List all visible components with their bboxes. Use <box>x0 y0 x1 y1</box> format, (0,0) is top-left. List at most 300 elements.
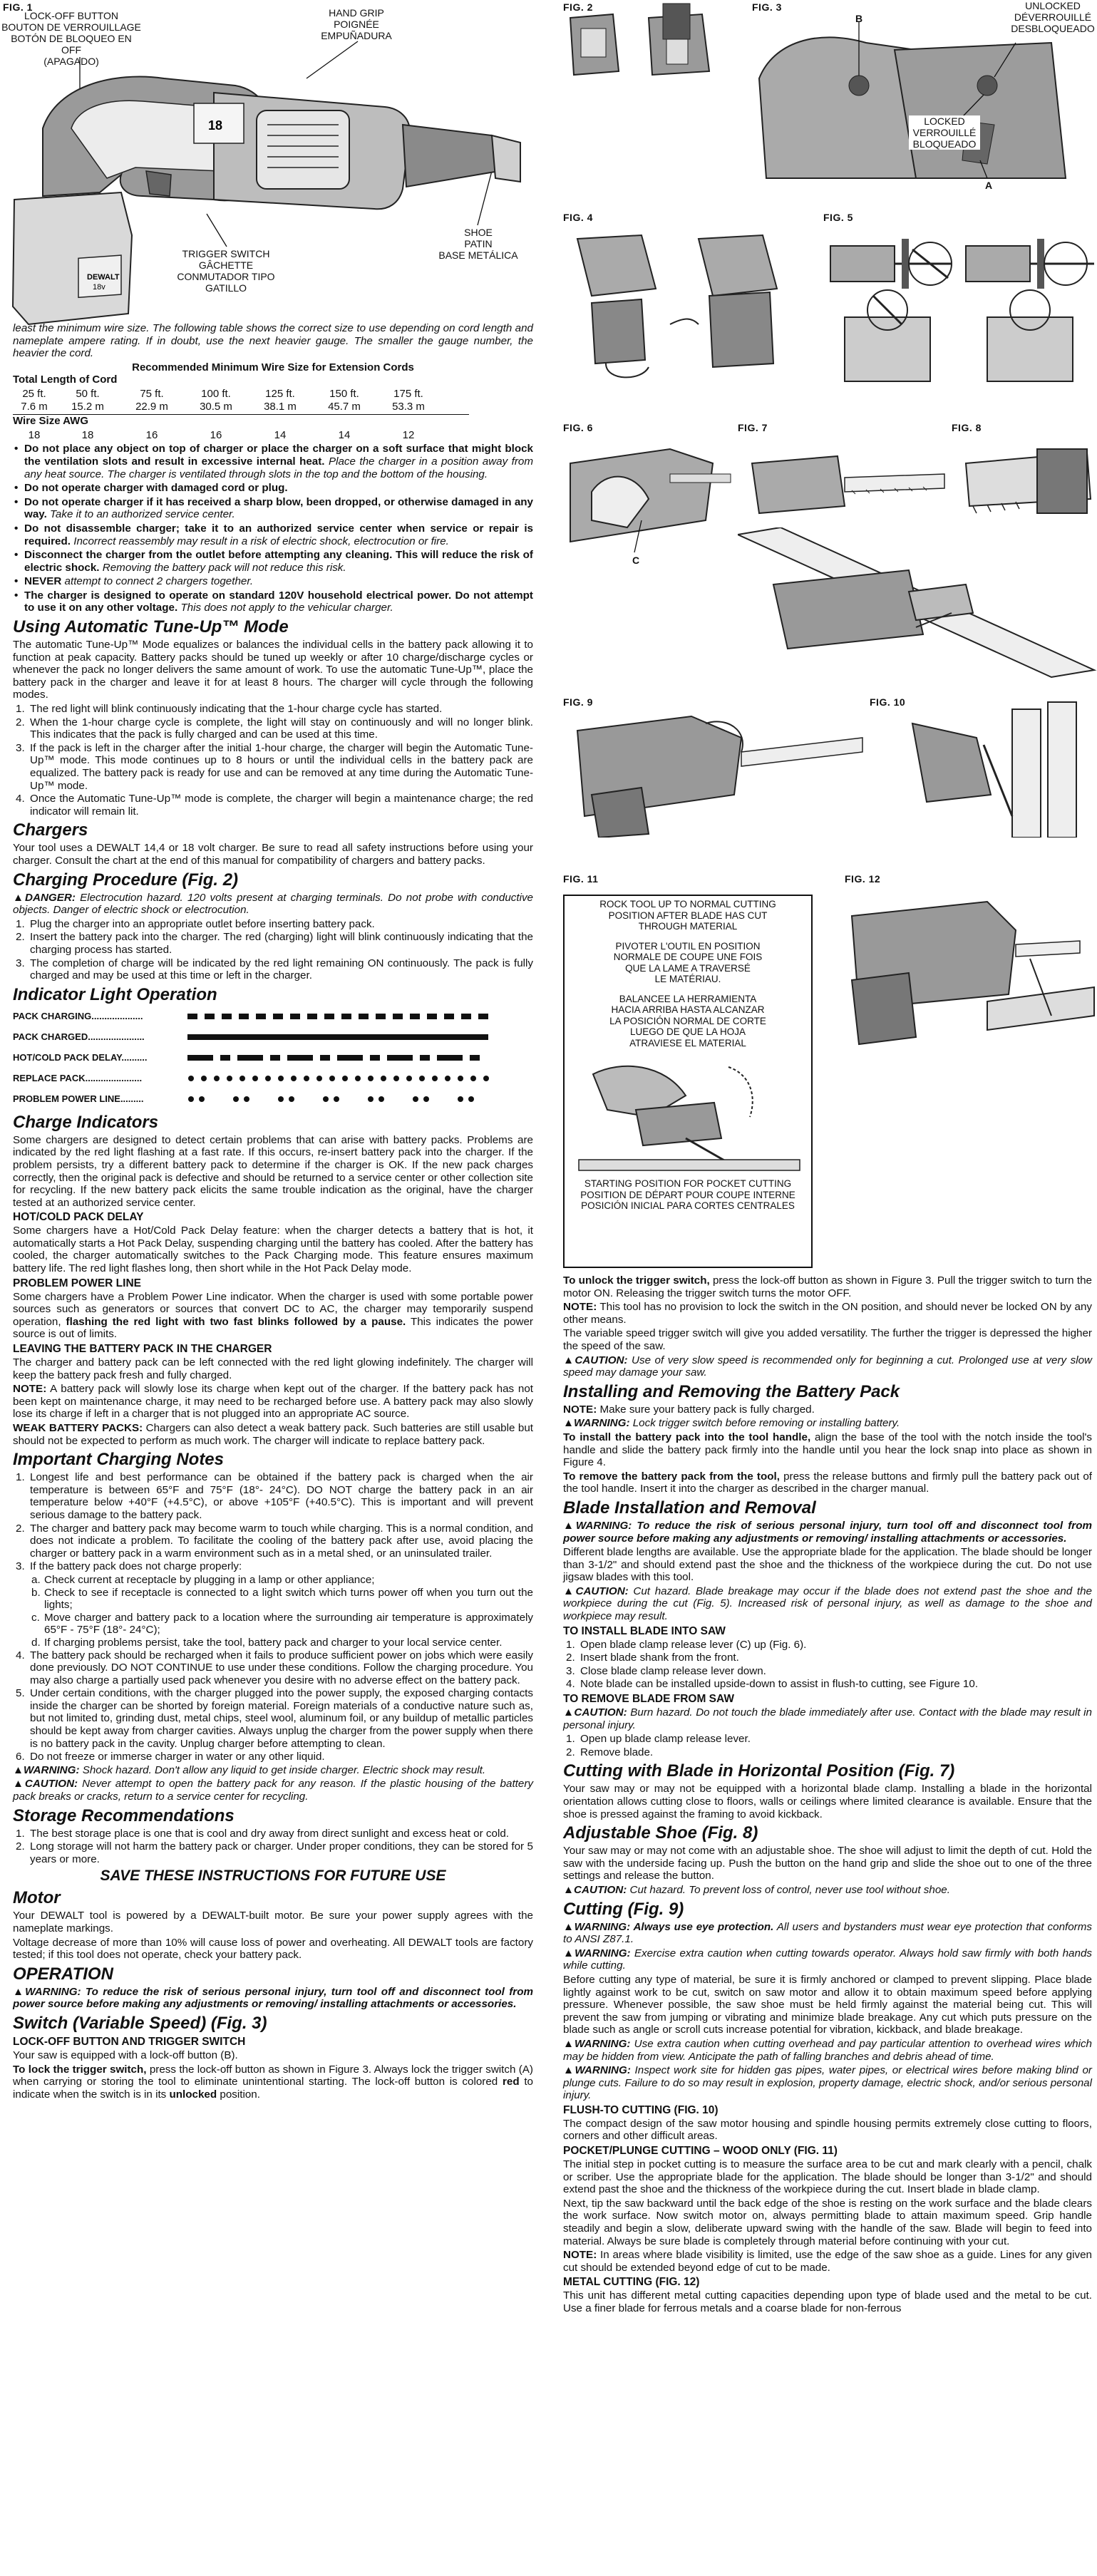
text: Use extra caution when cutting overhead and pay particular attention to overhead wires which may be hidden from view. Anticipate the path of falling branches and debris ahead of time. <box>563 2037 1092 2063</box>
bullet-italic: Removing the battery pack will not reduce this risk. <box>99 561 346 574</box>
table-cell: 15.2 m <box>71 400 104 413</box>
text: align the base of the tool with the notch inside the tool's handle and slide the battery pack firmly into the handle until you hear the lock snap into place as shown in Figure 4. <box>563 1431 1092 1469</box>
callout-line: CONMUTADOR TIPO <box>177 271 275 282</box>
paragraph: Your DEWALT tool is powered by a DEWALT-built motor. Be sure your power supply agrees with the nameplate markings. <box>13 1910 533 1934</box>
text: Cut hazard. To prevent loss of control, never use tool without shoe. <box>627 1883 950 1896</box>
fig1-label: FIG. 1 <box>3 1 33 13</box>
paragraph: The compact design of the saw motor housing and spindle housing permits extremely close cutting to floors, corners and other difficult areas. <box>563 2117 1092 2143</box>
table-cell: 22.9 m <box>135 400 168 413</box>
paragraph: The initial step in pocket cutting is to measure the surface area to be cut and mark clearly with a pencil, chalk or scriber. Use the appropriate blade for the application. The blade should be longer than 3-1/2" and should extend past the shoe and the thickness of the workpiece during the cut. Insert blade in blade clamp. <box>563 2158 1092 2196</box>
storage-list <box>13 1828 533 1866</box>
list-item: 3. If the battery pack does not charge properly: <box>16 1560 242 1573</box>
warning-triangle-icon: ▲ <box>563 2064 575 2077</box>
callout-line: BOUTON DE VERROUILLAGE <box>1 21 141 33</box>
text: Exercise extra caution when cutting towards operator. Always hold saw firmly with both hands while cutting. <box>563 1947 1092 1972</box>
indicator-pattern-hotcold <box>187 1053 522 1062</box>
box-line: LUEGO DE QUE LA HOJA <box>629 1026 746 1037</box>
indicator-table <box>13 1006 533 1110</box>
warning-label: WARNING: <box>575 1947 631 1959</box>
text: press the lock-off button as shown in Figure 3. Pull the trigger switch to turn the motor ON. Releasing the trigger switch turns the motor OFF. <box>563 1274 1092 1299</box>
figure-7 <box>738 421 952 527</box>
list-text: Check current at receptacle by plugging in a lamp or other appliance; <box>44 1573 375 1586</box>
heading-problem-power: PROBLEM POWER LINE <box>13 1277 141 1289</box>
indicator-label: PACK CHARGING.................... <box>13 1011 143 1022</box>
fig7-horizontal-blade-illustration <box>738 421 952 527</box>
text-bold: flashing the red light with two fast blinks followed by a pause. <box>61 1315 406 1328</box>
callout-line: VERROUILLÉ <box>912 127 977 138</box>
callout-line: TRIGGER SWITCH <box>182 248 270 259</box>
heading-hotcold: HOT/COLD PACK DELAY <box>13 1211 144 1224</box>
text: Make sure your battery pack is fully charged. <box>597 1403 815 1416</box>
text: Lock trigger switch before removing or installing battery. <box>629 1417 900 1430</box>
fig6-blade-clamp-illustration <box>563 421 734 581</box>
wire-table-title: Recommended Minimum Wire Size for Extension Cords <box>132 361 414 373</box>
install-blade-list <box>563 1639 1092 1691</box>
text: to indicate when the switch is in its <box>13 2076 533 2101</box>
paragraph <box>563 1431 1092 1469</box>
indicator-pattern-charged <box>187 1033 522 1041</box>
paragraph <box>563 1403 1092 1416</box>
heading-charge-indicators: Charge Indicators <box>13 1112 159 1132</box>
caption-line: POSICIÓN INICIAL PARA CORTES CENTRALES <box>581 1200 795 1211</box>
warning-triangle-icon: ▲ <box>563 1354 575 1366</box>
warning-triangle-icon: ▲ <box>13 1778 25 1791</box>
table-cell: 53.3 m <box>392 400 425 413</box>
fig5-label: FIG. 5 <box>823 212 853 223</box>
motor-plate: 18 <box>208 118 223 133</box>
note-label: NOTE: <box>563 1403 597 1416</box>
heading-cutting: Cutting (Fig. 9) <box>563 1899 684 1919</box>
list-item: 3. If the pack is left in the charger after the initial 1-hour charge, the charger will begin the Automatic Tune-Up™ mode. This mode continues up to 8 hours or until the individual cells in the battery pack are equalized. The battery pack is ready for use and can be removed at any time during the Automatic Tune-Up™ mode. <box>16 741 533 792</box>
fig2-charger-illustration <box>563 0 741 78</box>
fig8-label: FIG. 8 <box>952 422 982 433</box>
box-line: NORMALE DE COUPE UNE FOIS <box>613 952 763 962</box>
list-text: Do not freeze or immerse charger in water or any other liquid. <box>30 1751 325 1763</box>
list-item: 1. Open up blade clamp release lever. <box>566 1733 751 1746</box>
callout-line: EMPUÑADURA <box>321 30 392 41</box>
indicator-label: REPLACE PACK...................... <box>13 1073 143 1084</box>
list-item: 2. Remove blade. <box>566 1746 654 1758</box>
figure-10 <box>870 695 1097 838</box>
list-item <box>13 522 533 547</box>
text-bold: To lock the trigger switch, <box>13 2063 147 2076</box>
text: position. <box>217 2088 260 2101</box>
text: Never attempt to open the battery pack for any reason. If the plastic housing of the battery pack breaks or cracks, return to a service center for recycling. <box>13 1778 533 1803</box>
table-cell: 45.7 m <box>328 400 361 413</box>
heading-important-notes: Important Charging Notes <box>13 1450 225 1470</box>
table-row <box>13 388 441 401</box>
text: In areas where blade visibility is limited, use the edge of the saw shoe as a guide. Lines for any given cut should be extended beyond edge of cut to be made. <box>563 2249 1092 2274</box>
indicator-label: PACK CHARGED...................... <box>13 1031 145 1043</box>
note-label: NOTE: <box>13 1383 47 1396</box>
list-text: Longest life and best performance can be obtained if the battery pack is charged when the air temperature is between 65°F and 75°F (18°- 24°C). DO NOT charge the battery pack in an air temperature below +40°F (+4.5°C), or above +105°F (+40.5°C). This is important and will prevent serious damage to the battery pack. <box>30 1471 533 1521</box>
list-item: 1. The red light will blink continuously indicating that the 1-hour charge cycle has started. <box>16 703 443 716</box>
table-cell: 16 <box>145 428 158 441</box>
list-item: 2. Insert the battery pack into the charger. The red (charging) light will blink continuously indicating that the charging process has started. <box>16 931 533 956</box>
list-item: 1. Open blade clamp release lever (C) up (Fig. 6). <box>566 1638 807 1651</box>
list-item: 2. The charger and battery pack may become warm to touch while charging. This is a normal condition, and does not indicate a problem. To facilitate the cooling of the battery pack after use, avoid placing the charger or battery pack in a warm environment such as in a metal shed, or an uninsulated trailer. <box>16 1522 533 1560</box>
save-instructions: SAVE THESE INSTRUCTIONS FOR FUTURE USE <box>100 1867 446 1885</box>
figure-3 <box>752 0 1097 196</box>
list-text: If the pack is left in the charger after the initial 1-hour charge, the charger will begin the Automatic Tune-Up™ mode. This mode continues up to 8 hours or until the individual cells in the battery pack are equalized. The battery pack is ready for use and can be removed at any time during the Automatic Tune-Up™ mode. <box>30 741 533 792</box>
figure-7-detail <box>738 527 1097 681</box>
list-item <box>13 482 533 495</box>
indicator-row <box>13 1048 533 1068</box>
bullet-bold: Do not place any object on top of charger or place the charger on a soft surface that might block the ventilation slots and result in excessive internal heat. <box>24 443 533 468</box>
wire-awg-label: Wire Size AWG <box>13 415 88 428</box>
table-cell: 30.5 m <box>200 400 232 413</box>
list-text: Check to see if receptacle is connected to a light switch which turns power off when you turn out the lights; <box>44 1586 533 1612</box>
battery-volt: 18v <box>93 283 105 292</box>
list-text: The best storage place is one that is cool and dry away from direct sunlight and excess heat or cold. <box>30 1827 509 1840</box>
figure-4 <box>563 210 805 396</box>
list-item: 1. Longest life and best performance can be obtained if the battery pack is charged when the air temperature is between 65°F and 75°F (18°- 24°C). DO NOT charge the battery pack in an air temperature below +40°F (+4.5°C), or above +105°F (+40.5°C). This is important and will prevent serious damage to the battery pack. <box>16 1471 533 1521</box>
warning-triangle-icon: ▲ <box>563 2037 575 2050</box>
warning-triangle-icon: ▲ <box>563 1920 575 1933</box>
table-cell: 75 ft. <box>140 387 164 400</box>
fig6-label: FIG. 6 <box>563 422 593 433</box>
list-item: 2. Insert blade shank from the front. <box>566 1652 739 1664</box>
reciprocating-saw-illustration <box>0 0 542 335</box>
warning-label: WARNING: <box>24 1763 80 1776</box>
box-line: POSITION AFTER BLADE HAS CUT <box>608 910 768 921</box>
warning-triangle-icon: ▲ <box>563 1417 575 1430</box>
bullet-italic: attempt to connect 2 chargers together. <box>61 575 254 588</box>
warning-label: WARNING: <box>575 2064 631 2077</box>
paragraph: The automatic Tune-Up™ Mode equalizes or balances the individual cells in the battery pack allowing it to function at peak capacity. Battery packs should be tuned up weekly or after 10 charge/discharge cycles or whenever the pack no longer delivers the same amount of work. To use the automatic Tune-Up™, place the battery pack in the charger and leave it for at least 8 hours. The charger will cycle through the following modes. <box>13 639 533 701</box>
box-line: ATRAVIESE EL MATERIAL <box>629 1037 746 1049</box>
heading-switch: Switch (Variable Speed) (Fig. 3) <box>13 2013 267 2033</box>
fig3-callout-b: B <box>855 13 863 24</box>
fig12-label: FIG. 12 <box>845 873 881 885</box>
callout-line: (APAGADO) <box>43 56 99 67</box>
list-item: 2. When the 1-hour charge cycle is complete, the light will stay on continuously and will no longer blink. This indicates that the pack is fully charged and can be used at this time. <box>16 716 533 741</box>
paragraph: Voltage decrease of more than 10% will cause loss of power and overheating. All DEWALT tools are factory tested; if this tool does not operate, check your battery pack. <box>13 1936 533 1962</box>
paragraph <box>563 1470 1092 1495</box>
list-letter: b. <box>31 1586 41 1599</box>
list-letter: a. <box>31 1573 41 1586</box>
table-row <box>13 429 441 442</box>
callout-line: DÉVERROUILLÉ <box>1014 11 1092 23</box>
list-text: Insert blade shank from the front. <box>580 1652 739 1664</box>
callout-line: POIGNÉE <box>334 19 379 30</box>
caption-line: STARTING POSITION FOR POCKET CUTTING <box>584 1178 792 1189</box>
heading-charging-procedure: Charging Procedure (Fig. 2) <box>13 870 239 890</box>
caution-label: CAUTION: <box>575 1354 628 1366</box>
list-text: Open blade clamp release lever (C) up (Fig. 6). <box>580 1638 807 1651</box>
paragraph: The charger and battery pack can be left connected with the red light glowing indefinitely. The charger will keep the battery pack fresh and fully charged. <box>13 1356 533 1381</box>
battery-brand: DEWALT <box>87 273 120 282</box>
list-text: Plug the charger into an appropriate outlet before inserting battery pack. <box>30 917 375 930</box>
box-line: LE MATÉRIAU. <box>654 974 721 984</box>
paragraph: Your saw is equipped with a lock-off button (B). <box>13 2049 238 2061</box>
wire-total-length: Total Length of Cord <box>13 373 118 386</box>
text: Cut hazard. Blade breakage may occur if the blade does not extend past the shoe and the workpiece during the cut (Fig. 5). Increased risk of personal injury, as well as damage to the shoe and workpiece may result. <box>563 1585 1092 1623</box>
list-item <box>13 1587 533 1612</box>
indicator-row <box>13 1068 533 1089</box>
table-row <box>13 401 441 413</box>
fig11-label: FIG. 11 <box>563 873 599 885</box>
list-text: If charging problems persist, take the tool, battery pack and charger to your local service center. <box>44 1636 503 1649</box>
warning-triangle-icon: ▲ <box>563 1519 576 1532</box>
warning-label: WARNING: <box>575 2037 631 2050</box>
list-item: 4. Note blade can be installed upside-down to assist in flush-to cutting, see Figure 10. <box>566 1678 979 1691</box>
important-list <box>13 1471 533 1573</box>
heading-storage: Storage Recommendations <box>13 1805 235 1825</box>
table-cell: 12 <box>402 428 415 441</box>
paragraph <box>13 1422 533 1447</box>
table-cell: 18 <box>81 428 94 441</box>
fig9-label: FIG. 9 <box>563 696 593 708</box>
table-cell: 14 <box>274 428 287 441</box>
paragraph: Some chargers are designed to detect certain problems that can arise with battery packs. Problems are indicated by the red light flashing at a fast rate. If this occurs, re-insert battery pack into the charger. If the problem persists, try a different battery pack to determine if the charger is OK. If the new pack charges correctly, then the original pack is defective and should be returned to a service center or other collection site for recycling. If the new battery pack elicits the same trouble indication as the original, have the charger tested at an authorized service center. <box>13 1133 533 1209</box>
callout-line: LOCKED <box>924 115 965 127</box>
text: Shock hazard. Don't allow any liquid to get inside charger. Electric shock may result. <box>79 1763 486 1776</box>
list-text: The battery pack should be recharged when it fails to produce sufficient power on jobs which were easily done previously. DO NOT CONTINUE to use under these conditions. Follow the charging procedure. You may also charge a partially used pack whenever you desire with no adverse effect on the battery pack. <box>30 1649 533 1686</box>
text-bold: To unlock the trigger switch, <box>563 1274 710 1287</box>
bullet-italic: Incorrect reassembly may result in a risk of electric shock, electrocution or fire. <box>71 535 449 547</box>
wire-awg-table <box>13 429 441 442</box>
box-line: THROUGH MATERIAL <box>638 921 738 932</box>
heading-to-remove: TO REMOVE BLADE FROM SAW <box>563 1693 734 1706</box>
indicator-pattern-charging <box>187 1012 522 1021</box>
list-item <box>13 1612 533 1637</box>
list-item <box>13 1637 533 1649</box>
callout-line: UNLOCKED <box>1025 0 1081 11</box>
list-text: When the 1-hour charge cycle is complete, the light will stay on continuously and will no longer blink. This indicates that the pack is fully charged and can be used at this time. <box>30 716 533 741</box>
callout-line: GÂCHETTE <box>198 259 254 271</box>
indicator-row <box>13 1027 533 1048</box>
paragraph <box>563 2249 1092 2274</box>
list-letter: c. <box>31 1611 40 1624</box>
fig9-cutting-illustration <box>563 695 870 838</box>
bullet-italic: This does not apply to the vehicular charger. <box>177 602 393 614</box>
heading-to-install: TO INSTALL BLADE INTO SAW <box>563 1624 726 1637</box>
warning-triangle-icon: ▲ <box>563 1883 575 1896</box>
paragraph: Before cutting any type of material, be sure it is firmly anchored or clamped to prevent slipping. Place blade lightly against work to be cut, switch on saw motor and allow it to obtain maximum speed before applying pressure. Whenever possible, the saw shoe must be held firmly against the material being cut. This will prevent the saw from jumping or vibrating and minimize blade breakage. Any cut which puts pressure on the blade such as angle or scroll cuts increase potential for vibration, kickback, and blade breakage. <box>563 1973 1092 2036</box>
list-text: Open up blade clamp release lever. <box>580 1733 751 1746</box>
callout-line: PATIN <box>464 238 493 249</box>
figure-1 <box>0 0 542 335</box>
indicator-label: PROBLEM POWER LINE......... <box>13 1093 144 1105</box>
callout-line: BOTÓN DE BLOQUEO EN OFF <box>11 33 132 56</box>
warning-triangle-icon: ▲ <box>13 1985 26 1998</box>
indicator-row <box>13 1006 533 1027</box>
table-cell: 7.6 m <box>21 400 48 413</box>
list-text: Move charger and battery pack to a location where the surrounding air temperature is approximately 65°F - 75°F (18°- 24°C); <box>44 1611 533 1637</box>
caption-line: POSITION DE DÉPART POUR COUPE INTERNE <box>580 1189 795 1200</box>
paragraph: The variable speed trigger switch will give you added versatility. The further the trigger is depressed the higher the speed of the saw. <box>563 1327 1092 1352</box>
danger-text: Electrocution hazard. 120 volts present at charging terminals. Do not probe with conductive objects. Danger of electric shock or electrocution. <box>13 891 533 917</box>
text: Use of very slow speed is recommended only for beginning a cut. Prolonged use at very slow speed may damage your saw. <box>563 1354 1092 1379</box>
text: This indicates the power source is out of limits. <box>13 1315 533 1341</box>
box-line: ROCK TOOL UP TO NORMAL CUTTING <box>599 899 776 910</box>
list-text: The charger and battery pack may become warm to touch while charging. This is a normal condition, and does not indicate a problem. To facilitate the cooling of the battery pack after use, avoid placing the charger or battery pack in a warm environment such as in a metal shed, or an uninsulated trailer. <box>30 1522 533 1560</box>
table-cell: 50 ft. <box>76 387 100 400</box>
heading-horizontal: Cutting with Blade in Horizontal Position (Fig. 7) <box>563 1761 955 1781</box>
list-item <box>13 496 533 521</box>
fig2-label: FIG. 2 <box>563 1 593 13</box>
text: A battery pack will slowly lose its charge when kept out of the charger. If the battery pack has not been kept on maintenance charge, it may need to be recharged before use. A battery pack may also slowly lose its charge if left in a charger that is not plugged into an appropriate AC source. <box>13 1383 533 1421</box>
heading-blade: Blade Installation and Removal <box>563 1498 816 1518</box>
table-cell: 125 ft. <box>265 387 295 400</box>
fig12-metal-cutting-illustration <box>845 873 1097 1073</box>
list-text: The completion of charge will be indicated by the red light remaining ON continuously. The pack is fully charged and may be used at this time or left in the charger. <box>30 957 533 982</box>
table-cell: 38.1 m <box>264 400 297 413</box>
table-cell: 18 <box>28 428 41 441</box>
list-text: Long storage will not harm the battery pack or charger. Under proper conditions, they can be stored for 5 years or more. <box>30 1840 533 1865</box>
list-item: 6. Do not freeze or immerse charger in water or any other liquid. <box>16 1751 325 1763</box>
figure-6 <box>563 421 734 581</box>
list-item: 3. The completion of charge will be indicated by the red light remaining ON continuously. The pack is fully charged and may be used at this time or left in the charger. <box>16 957 533 982</box>
indicator-pattern-replace <box>187 1074 522 1083</box>
callout-line: LOCK-OFF BUTTON <box>24 10 118 21</box>
list-item: 4. The battery pack should be recharged when it fails to produce sufficient power on jobs which were easily done previously. DO NOT CONTINUE to use under these conditions. Follow the charging procedure. You may also charge a partially used pack whenever you desire with no adverse effect on the battery pack. <box>16 1649 533 1686</box>
fig10-label: FIG. 10 <box>870 696 906 708</box>
figure-5 <box>823 210 1097 396</box>
fig11-text-fr <box>565 941 811 985</box>
fig11-pocket-cut-illustration <box>565 1053 811 1174</box>
list-item: 2. Long storage will not harm the battery pack or charger. Under proper conditions, they can be stored for 5 years or more. <box>16 1840 533 1865</box>
paragraph <box>563 1301 1092 1326</box>
heading-adjustable-shoe: Adjustable Shoe (Fig. 8) <box>563 1823 758 1843</box>
fig7-framing-illustration <box>738 527 1097 681</box>
box-line: BALANCEE LA HERRAMIENTA <box>619 993 757 1004</box>
list-text: Once the Automatic Tune-Up™ mode is complete, the charger will begin a maintenance charge; the red indicator will remain lit. <box>30 793 533 818</box>
paragraph <box>563 1274 1092 1299</box>
paragraph: Your tool uses a DEWALT 14,4 or 18 volt charger. Be sure to read all safety instructions before using your charger. Consult the chart at the end of this manual for compatibility of chargers and battery packs. <box>13 842 533 867</box>
callout-line: BLOQUEADO <box>912 138 977 150</box>
bullet-bold: Disconnect the charger from the outlet before attempting any cleaning. This will reduce the risk of electric shock. <box>24 549 533 574</box>
caution-label: CAUTION: <box>24 1778 78 1791</box>
text-bold: To install the battery pack into the tool handle, <box>563 1431 811 1443</box>
bullet-bold: Do not operate charger if it has received a sharp blow, been dropped, or otherwise damaged in any way. <box>24 495 533 521</box>
callout-line: GATILLO <box>205 282 247 294</box>
text: press the release buttons and firmly pull the battery pack out of the tool handle. Insert it into the charger as described in the charger manual. <box>563 1470 1093 1495</box>
list-item <box>13 589 533 614</box>
heading-metal: METAL CUTTING (FIG. 12) <box>563 2276 700 2289</box>
table-cell: 14 <box>338 428 351 441</box>
heading-motor: Motor <box>13 1888 61 1908</box>
bullet-italic: Take it to an authorized service center. <box>46 508 235 521</box>
figure-12 <box>845 873 1097 1073</box>
left-column <box>13 322 533 2102</box>
list-text: Close blade clamp release lever down. <box>580 1664 766 1677</box>
indicator-pattern-problem <box>187 1095 522 1103</box>
warning-triangle-icon: ▲ <box>563 1585 576 1597</box>
tuneup-list <box>13 703 533 818</box>
bullet-bold: The charger is designed to operate on standard 120V household electrical power. Do not attempt to use it on any other voltage. <box>24 589 533 614</box>
list-text: Under certain conditions, with the charger plugged into the power supply, the exposed charging contacts inside the charger can be shorted by foreign material. Foreign materials of a conductive nature such as, but not limited to, grinding dust, metal chips, steel wool, aluminum foil, or any buildup of metallic particles should be kept away from charger cavities. Always unplug the charger from the power supply when there is no battery pack in the cavity. Unplug charger before attempting to clean. <box>30 1687 533 1750</box>
fig4-label: FIG. 4 <box>563 212 593 223</box>
box-line: HACIA ARRIBA HASTA ALCANZAR <box>611 1004 765 1015</box>
fig11-caption <box>565 1178 811 1212</box>
text: This tool has no provision to lock the switch in the ON position, and should never be locked ON by any other means. <box>563 1301 1092 1326</box>
paragraph: This unit has different metal cutting capacities depending upon type of blade used and the metal to be cut. Use a finer blade for ferrous metals and a coarse blade for non-ferrous <box>563 2289 1092 2314</box>
list-item: 1. Plug the charger into an appropriate outlet before inserting battery pack. <box>16 917 375 930</box>
paragraph: Next, tip the saw backward until the back edge of the shoe is resting on the work surface and the blade clears the work surface. Now switch motor on, always permitting blade to attain maximum speed. Grip handle steadily and begin a slow, deliberate upward swing with the handle of the saw. Blade will begin to feed into material. Always be sure blade is completely through material before continuing with your cut. <box>563 2197 1092 2247</box>
callout-line: SHOE <box>464 227 493 238</box>
callout-line: BASE METÁLICA <box>438 249 518 261</box>
fig10-flush-cutting-illustration <box>870 695 1097 838</box>
fig11-text-en <box>565 899 811 932</box>
text: Inspect work site for hidden gas pipes, water pipes, or electrical wires before making blind or plunge cuts. Failure to do so may result in explosion, property damage, electric shock, and/or serious personal injury. <box>563 2064 1092 2102</box>
heading-install-battery: Installing and Removing the Battery Pack <box>563 1381 900 1401</box>
box-line: QUE LA LAME A TRAVERSÉ <box>625 962 751 974</box>
heading-chargers: Chargers <box>13 820 88 840</box>
paragraph: Some chargers have a Hot/Cold Pack Delay feature: when the charger detects a battery that is hot, it automatically starts a Hot Pack Delay, suspending charging until the battery has cooled. After the battery has cooled, the charger automatically switches to the Pack Charging mode. This feature ensures maximum battery life. The red light flashes long, then short while in the Hot Pack Delay mode. <box>13 1225 533 1275</box>
list-text: Note blade can be installed upside-down to assist in flush-to cutting, see Figure 10. <box>580 1678 979 1691</box>
charger-safety-list <box>13 443 533 614</box>
text: Chargers can also detect a weak battery pack. Such batteries are still usable but should not be expected to perform as much work. The charger will indicate to replace battery pack. <box>13 1422 534 1447</box>
figure-11 <box>563 873 813 1272</box>
important-sublist <box>13 1574 533 1649</box>
fig3-callout-unlocked <box>1009 0 1097 34</box>
charging-list <box>13 918 533 982</box>
list-text: Remove blade. <box>580 1746 654 1758</box>
list-item: 4. Once the Automatic Tune-Up™ mode is complete, the charger will begin a maintenance charge; the red indicator will remain lit. <box>16 793 533 818</box>
callout-line: DESBLOQUEADO <box>1011 23 1095 34</box>
figure-9 <box>563 695 870 838</box>
box-line: LA POSICIÓN NORMAL DE CORTE <box>609 1015 766 1026</box>
indicator-label: HOT/COLD PACK DELAY.......... <box>13 1052 148 1063</box>
paragraph <box>13 2064 533 2101</box>
text-bold: To remove the battery pack from the tool, <box>563 1470 780 1483</box>
table-cell: 175 ft. <box>393 387 423 400</box>
heading-indicator: Indicator Light Operation <box>13 984 217 1004</box>
weak-label: WEAK BATTERY PACKS: <box>13 1422 143 1434</box>
list-item: 5. Under certain conditions, with the charger plugged into the power supply, the exposed charging contacts inside the charger can be shorted by foreign material. Foreign materials of a conductive nature such as, but not limited to, grinding dust, metal chips, steel wool, aluminum foil, or any buildup of metallic particles should be kept away from charger cavities. Always unplug the charger from the power supply when there is no battery pack in the cavity. Unplug charger before attempting to clean. <box>16 1687 533 1750</box>
right-column <box>563 1274 1092 2317</box>
list-item: 3. Close blade clamp release lever down. <box>566 1664 766 1677</box>
text-bold: red <box>502 2076 520 2088</box>
list-item <box>13 443 533 480</box>
heading-flush: FLUSH-TO CUTTING (FIG. 10) <box>563 2103 719 2116</box>
bullet-bold: Do not operate charger with damaged cord or plug. <box>24 482 288 495</box>
important-list-2 <box>13 1649 533 1763</box>
text: Some chargers have a Problem Power Line indicator. When the charger is used with some portable power sources such as generators or sources that convert DC to AC, the charger may temporarily suspend operation, <box>13 1290 533 1328</box>
list-item: 1. The best storage place is one that is cool and dry away from direct sunlight and excess heat or cold. <box>16 1827 509 1840</box>
heading-lockoff: LOCK-OFF BUTTON AND TRIGGER SWITCH <box>13 2035 246 2048</box>
callout-line: HAND GRIP <box>329 7 384 19</box>
heading-pocket: POCKET/PLUNGE CUTTING – WOOD ONLY (FIG. 11) <box>563 2145 838 2158</box>
wire-size-table <box>13 388 441 413</box>
heading-tuneup: Using Automatic Tune-Up™ Mode <box>13 617 289 637</box>
text: All users and bystanders must wear eye protection that conforms to ANSI Z87.1. <box>563 1920 1092 1946</box>
caution-label: CAUTION: <box>574 1706 627 1719</box>
list-item <box>13 1574 533 1587</box>
heading-operation: OPERATION <box>13 1964 113 1984</box>
text: press the lock-off button as shown in Figure 3. Always lock the trigger switch (A) when carrying or storing the tool to eliminate unintentional starting. The lock-off button is colored <box>13 2063 533 2088</box>
table-cell: 25 ft. <box>22 387 46 400</box>
fig5-blade-length-illustration <box>823 210 1097 396</box>
list-item <box>13 549 533 574</box>
heading-leaving: LEAVING THE BATTERY PACK IN THE CHARGER <box>13 1343 272 1356</box>
table-cell: 100 ft. <box>201 387 231 400</box>
list-text: If the battery pack does not charge properly: <box>30 1560 242 1573</box>
bullet-italic: Place the charger in a position away from any heat source. The charger is ventilated through slots in the top and the bottom of the housing. <box>24 455 533 480</box>
list-text: Insert the battery pack into the charger. The red (charging) light will blink continuously indicating that the charging process has started. <box>30 931 533 956</box>
fig7-label: FIG. 7 <box>738 422 768 433</box>
list-letter: d. <box>31 1636 41 1649</box>
paragraph: Different blade lengths are available. Use the appropriate blade for the application. The blade should be longer than 3-1/2" and should extend past the shoe and the thickness of the workpiece during the cut. Do not use jigsaw blades with this tool. <box>563 1546 1092 1584</box>
warning-label: WARNING: Always use eye protection. <box>574 1920 774 1933</box>
fig3-callout-locked <box>909 115 980 150</box>
caution-label: CAUTION: <box>574 1883 627 1896</box>
list-text: The red light will blink continuously indicating that the 1-hour charge cycle has started. <box>30 703 443 716</box>
indicator-row <box>13 1089 533 1110</box>
fig3-callout-a: A <box>984 180 993 191</box>
